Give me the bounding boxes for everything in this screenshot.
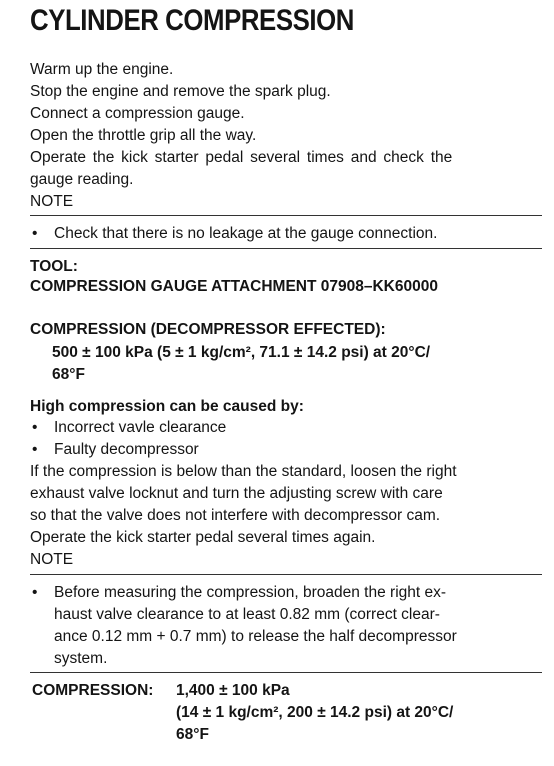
- bullet-dot: •: [32, 225, 38, 242]
- tool-label: TOOL:: [30, 258, 78, 275]
- note-label: NOTE: [30, 551, 74, 568]
- compression-spec-value: 1,400 ± 100 kPa: [176, 682, 290, 699]
- note-bullet-text: ance 0.12 mm + 0.7 mm) to release the half decompressor: [54, 628, 457, 645]
- step-line: gauge reading.: [30, 171, 134, 188]
- paragraph-line: exhaust valve locknut and turn the adjusting screw with care: [30, 485, 443, 502]
- cause-item: Incorrect vavle clearance: [54, 419, 227, 436]
- compression-spec-value: 68°F: [176, 726, 209, 743]
- tool-item: COMPRESSION GAUGE ATTACHMENT 07908–KK60000: [30, 278, 438, 295]
- divider: [30, 215, 542, 216]
- note-bullet-text: Before measuring the compression, broaden the right ex-: [54, 584, 447, 601]
- compression-spec-value: 68°F: [52, 366, 85, 383]
- divider: [30, 574, 542, 575]
- compression-spec-value: (14 ± 1 kg/cm², 200 ± 14.2 psi) at 20°C/: [176, 704, 454, 721]
- paragraph-line: so that the valve does not interfere with decompressor cam.: [30, 507, 441, 524]
- paragraph-line: If the compression is below than the standard, loosen the right: [30, 463, 457, 480]
- step-line: Connect a compression gauge.: [30, 105, 245, 122]
- divider: [30, 248, 542, 249]
- bullet-dot: •: [32, 584, 38, 601]
- causes-heading: High compression can be caused by:: [30, 398, 304, 415]
- divider: [30, 672, 542, 673]
- note-label: NOTE: [30, 193, 74, 210]
- note-bullet-text: haust valve clearance to at least 0.82 mm (correct clear-: [54, 606, 440, 623]
- note-bullet-text: system.: [54, 650, 108, 667]
- compression-spec-label: COMPRESSION (DECOMPRESSOR EFFECTED):: [30, 321, 386, 338]
- compression-spec-value: 500 ± 100 kPa (5 ± 1 kg/cm², 71.1 ± 14.2 psi) at 20°C/: [52, 344, 431, 361]
- step-line: Warm up the engine.: [30, 61, 174, 78]
- step-line: Operate the kick starter pedal several times and check the: [30, 149, 453, 166]
- step-line: Stop the engine and remove the spark plug.: [30, 83, 331, 100]
- compression-spec-label: COMPRESSION:: [32, 682, 154, 699]
- page-title: CYLINDER COMPRESSION: [30, 4, 354, 37]
- paragraph-line: Operate the kick starter pedal several times again.: [30, 529, 376, 546]
- bullet-dot: •: [32, 441, 38, 458]
- bullet-dot: •: [32, 419, 38, 436]
- step-line: Open the throttle grip all the way.: [30, 127, 257, 144]
- cause-item: Faulty decompressor: [54, 441, 199, 458]
- note-bullet-text: Check that there is no leakage at the gauge connection.: [54, 225, 438, 242]
